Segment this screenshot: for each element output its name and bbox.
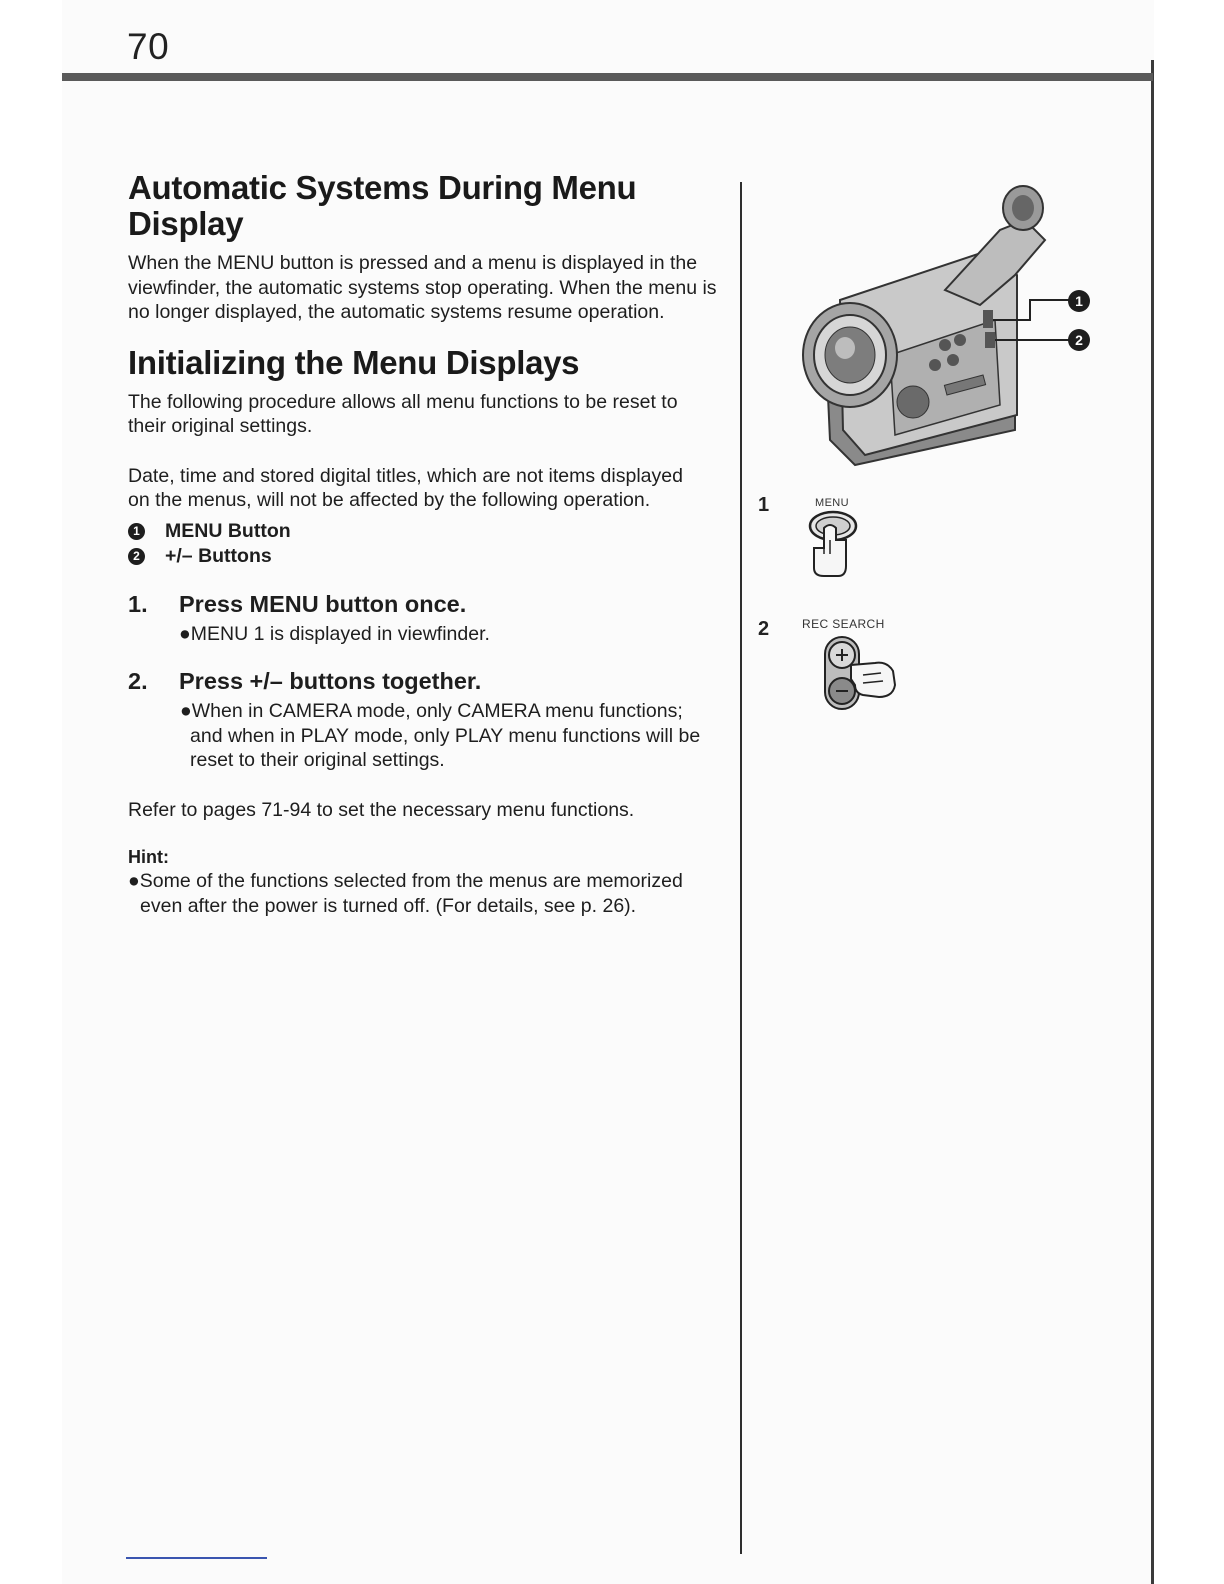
section-intro: The following procedure allows all menu functions to be reset to their original settings. xyxy=(128,390,678,437)
hint-title: Hint: xyxy=(128,847,169,867)
figure-callout-marker-1: 1 xyxy=(1068,290,1090,312)
camcorder-illustration xyxy=(795,180,1105,475)
page-number: 70 xyxy=(127,26,170,67)
section-title-initializing: Initializing the Menu Displays xyxy=(128,343,580,381)
header-rule xyxy=(62,73,1153,81)
callout-plus-minus-buttons xyxy=(128,544,728,569)
footer-mark xyxy=(126,1557,267,1559)
step-title: Press MENU button once. xyxy=(179,590,467,617)
section-body-automatic-systems: When the MENU button is pressed and a menu is displayed in the viewfinder, the automatic systems stop operating. When the menu is no longer displayed, the automatic systems resume operation. xyxy=(128,252,717,323)
figure-step-1-caption: MENU xyxy=(815,497,849,509)
callout-marker-1: 1 xyxy=(128,523,145,540)
rec-search-buttons-press-icon xyxy=(815,635,905,715)
step-2-bullet: ●When in CAMERA mode, only CAMERA menu functions; and when in PLAY mode, only PLAY menu functions will be reset to their original settings. xyxy=(180,700,701,771)
figure-callout-marker-2: 2 xyxy=(1068,329,1090,351)
figure-step-2-caption: REC SEARCH xyxy=(802,617,885,631)
callout-label: MENU Button xyxy=(165,519,291,542)
menu-button-press-icon xyxy=(800,510,870,580)
callout-label: +/– Buttons xyxy=(165,544,272,567)
page-edge xyxy=(1151,60,1154,1584)
callout-menu-button xyxy=(128,519,728,544)
step-number: 1. xyxy=(128,590,148,617)
step-1-bullet: ●MENU 1 is displayed in viewfinder. xyxy=(179,622,490,645)
step-1-heading xyxy=(128,589,728,619)
step-title: Press +/– buttons together. xyxy=(179,668,482,694)
section-title-automatic-systems: Automatic Systems During Menu Display xyxy=(128,169,637,242)
section-note: Date, time and stored digital titles, which are not items displayed on the menus, will not be affected by the following operation. xyxy=(128,464,683,511)
figure-step-2-number: 2 xyxy=(758,618,770,640)
hint-body: ●Some of the functions selected from the menus are memorized even after the power is turned off. (For details, see p. 26). xyxy=(128,870,683,917)
step-2-heading xyxy=(128,666,728,696)
step-number: 2. xyxy=(128,668,148,694)
callout-marker-2: 2 xyxy=(128,548,145,565)
figure-step-1-number: 1 xyxy=(758,494,770,516)
main-column xyxy=(128,170,728,918)
refer-text: Refer to pages 71-94 to set the necessary menu functions. xyxy=(128,798,635,821)
column-divider xyxy=(740,182,742,1554)
